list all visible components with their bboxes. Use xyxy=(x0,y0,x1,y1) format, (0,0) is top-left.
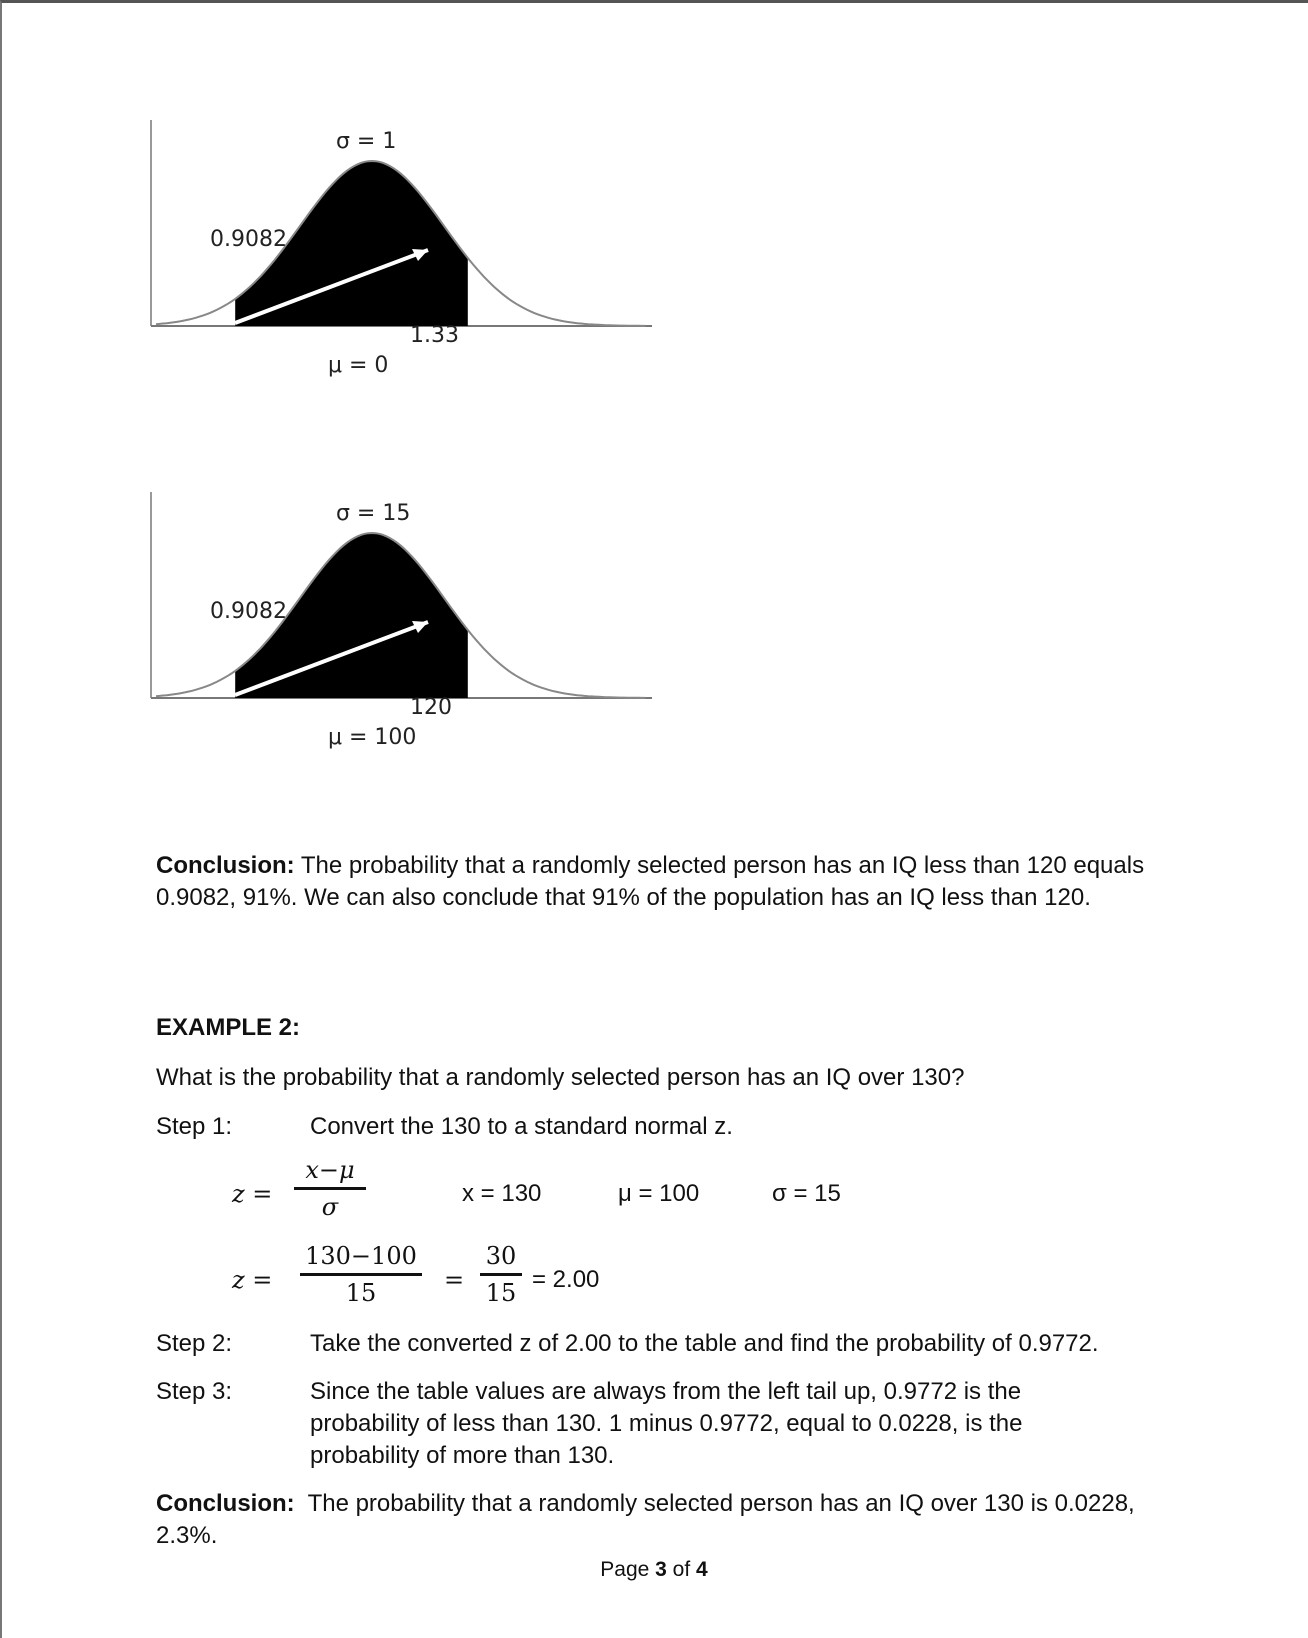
given-sigma: σ = 15 xyxy=(772,1180,841,1207)
footer-page-number: 3 xyxy=(655,1558,667,1581)
formula-denominator: σ xyxy=(321,1193,339,1221)
example-question: What is the probability that a randomly selected person has an IQ over 130? xyxy=(156,1064,965,1091)
conclusion-text: The probability that a randomly selected person has an IQ less than 120 equals 0.9082, 91%. We can also conclude that 91% of the population has an IQ less than 120. xyxy=(156,852,1145,911)
cut-value-label: 120 xyxy=(410,695,452,720)
conclusion-label: Conclusion: xyxy=(156,1490,295,1517)
calc-denominator-2: 15 xyxy=(485,1279,517,1307)
fraction-bar xyxy=(480,1273,522,1276)
area-label: 0.9082 xyxy=(210,599,287,624)
conclusion-text: The probability that a randomly selected person has an IQ over 130 is 0.0228, 2.3%. xyxy=(156,1490,1135,1549)
mu-label: μ = 0 xyxy=(328,353,389,378)
z-calc-lhs: z = xyxy=(232,1266,273,1294)
calc-equals: = xyxy=(444,1266,465,1294)
normal-curve-iq xyxy=(140,482,660,772)
conclusion-paragraph-2 xyxy=(156,1488,1136,1552)
sigma-label: σ = 1 xyxy=(336,129,397,154)
footer-total-pages: 4 xyxy=(696,1558,708,1581)
fraction-bar xyxy=(300,1273,422,1276)
conclusion-label: Conclusion: xyxy=(156,852,295,879)
conclusion-paragraph-1 xyxy=(156,850,1146,914)
given-mu: μ = 100 xyxy=(618,1180,700,1207)
step1-label: Step 1: xyxy=(156,1113,233,1140)
footer-prefix: Page xyxy=(600,1558,656,1581)
step2-text: Take the converted z of 2.00 to the table and find the probability of 0.9772. xyxy=(310,1330,1099,1357)
calc-numerator-2: 30 xyxy=(485,1242,517,1270)
area-label: 0.9082 xyxy=(210,227,287,252)
step1-text: Convert the 130 to a standard normal z. xyxy=(310,1113,733,1140)
z-formula-lhs: z = xyxy=(232,1180,273,1208)
z-formula-fraction xyxy=(294,1156,366,1221)
calc-result: = 2.00 xyxy=(532,1266,600,1293)
step3-text: Since the table values are always from the left tail up, 0.9772 is the probability of less than 130. 1 minus 0.9772, equal to 0.0228, is the probability of more than 130. xyxy=(310,1378,1023,1469)
calc-numerator-1: 130−100 xyxy=(305,1242,417,1270)
example-heading: EXAMPLE 2: xyxy=(156,1014,301,1041)
sigma-label: σ = 15 xyxy=(336,501,411,526)
fraction-bar xyxy=(294,1187,366,1190)
normal-curve-standard xyxy=(140,110,660,400)
step3-label: Step 3: xyxy=(156,1378,233,1405)
formula-numerator: x−μ xyxy=(305,1156,355,1184)
calc-fraction-1 xyxy=(300,1242,422,1307)
footer-middle: of xyxy=(666,1558,697,1581)
calc-fraction-2 xyxy=(480,1242,522,1307)
step2-label: Step 2: xyxy=(156,1330,233,1357)
calc-denominator-1: 15 xyxy=(345,1279,377,1307)
given-x: x = 130 xyxy=(462,1180,542,1207)
mu-label: μ = 100 xyxy=(328,725,417,750)
page-footer xyxy=(0,1558,1308,1582)
cut-value-label: 1.33 xyxy=(410,323,459,348)
